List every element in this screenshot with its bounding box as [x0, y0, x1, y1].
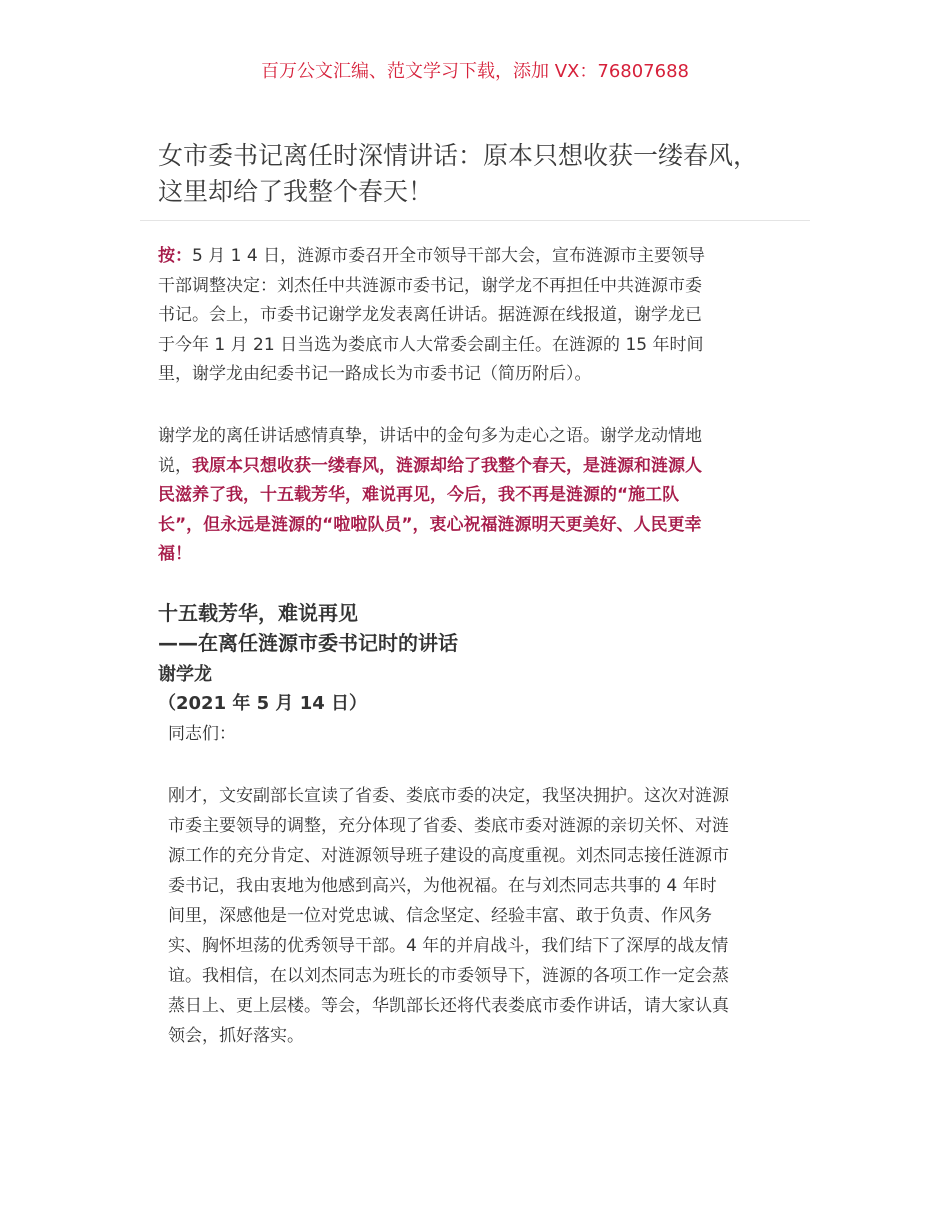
- speech-title: 十五载芳华，难说再见: [158, 601, 358, 625]
- speech-body: [168, 781, 729, 1051]
- text-line: 于今年 1 月 21 日当选为娄底市人大常委会副主任。在涟源的 15 年时间: [158, 334, 704, 355]
- text-line: 领会，抓好落实。: [168, 1026, 304, 1046]
- intro-lead: 按：: [158, 246, 192, 266]
- text-line: 间里，深感他是一位对党忠诚、信念坚定、经验丰富、敢于负责、作风务: [168, 906, 712, 926]
- speech-subtitle: ——在离任涟源市委书记时的讲话: [158, 631, 458, 655]
- text-line: 谊。我相信，在以刘杰同志为班长的市委领导下，涟源的各项工作一定会蒸: [168, 966, 729, 986]
- text-line: 市委主要领导的调整，充分体现了省委、娄底市委对涟源的亲切关怀、对涟: [168, 816, 729, 836]
- title-line: 这里却给了我整个春天！: [158, 177, 434, 206]
- quote-paragraph: [158, 422, 702, 570]
- text-line: 谢学龙的离任讲话感情真挚，讲话中的金句多为走心之语。谢学龙动情地: [158, 426, 702, 446]
- salutation: 同志们：: [168, 724, 236, 744]
- text-span: 说，: [158, 455, 192, 476]
- divider: [140, 220, 810, 221]
- highlight-text: 长”，但永远是涟源的“啦啦队员”，衷心祝福涟源明天更美好、人民更幸: [158, 514, 702, 535]
- text-line: 刚才，文安副部长宣读了省委、娄底市委的决定，我坚决拥护。这次对涟源: [168, 786, 729, 806]
- article-title: [158, 138, 758, 210]
- banner-text: 百万公文汇编、范文学习下载，添加 VX：76807688: [261, 61, 689, 82]
- highlight-text: 我原本只想收获一缕春风，涟源却给了我整个春天，是涟源和涟源人: [192, 455, 702, 476]
- highlight-text: 民滋养了我，十五载芳华，难说再见，今后，我不再是涟源的“施工队: [158, 485, 680, 505]
- intro-paragraph: [158, 242, 705, 390]
- speech-author: 谢学龙: [158, 664, 212, 685]
- speech-date: （2021 年 5 月 14 日）: [158, 693, 368, 714]
- text-line: 5 月 1 4 日，涟源市委召开全市领导干部大会，宣布涟源市主要领导: [192, 246, 706, 266]
- text-line: 委书记，我由衷地为他感到高兴，为他祝福。在与刘杰同志共事的 4 年时: [168, 876, 717, 896]
- text-line: 里，谢学龙由纪委书记一路成长为市委书记（简历附后）。: [158, 364, 592, 384]
- text-line: 蒸日上、更上层楼。等会，华凯部长还将代表娄底市委作讲话，请大家认真: [168, 996, 729, 1016]
- text-line: 实、胸怀坦荡的优秀领导干部。4 年的并肩战斗，我们结下了深厚的战友情: [168, 936, 729, 956]
- text-line: 源工作的充分肯定、对涟源领导班子建设的高度重视。刘杰同志接任涟源市: [168, 846, 729, 866]
- title-line: 女市委书记离任时深情讲话：原本只想收获一缕春风，: [158, 141, 759, 170]
- highlight-text: 福！: [158, 544, 192, 564]
- text-line: 干部调整决定：刘杰任中共涟源市委书记，谢学龙不再担任中共涟源市委: [158, 275, 702, 296]
- text-line: 书记。会上，市委书记谢学龙发表离任讲话。据涟源在线报道，谢学龙已: [158, 305, 702, 325]
